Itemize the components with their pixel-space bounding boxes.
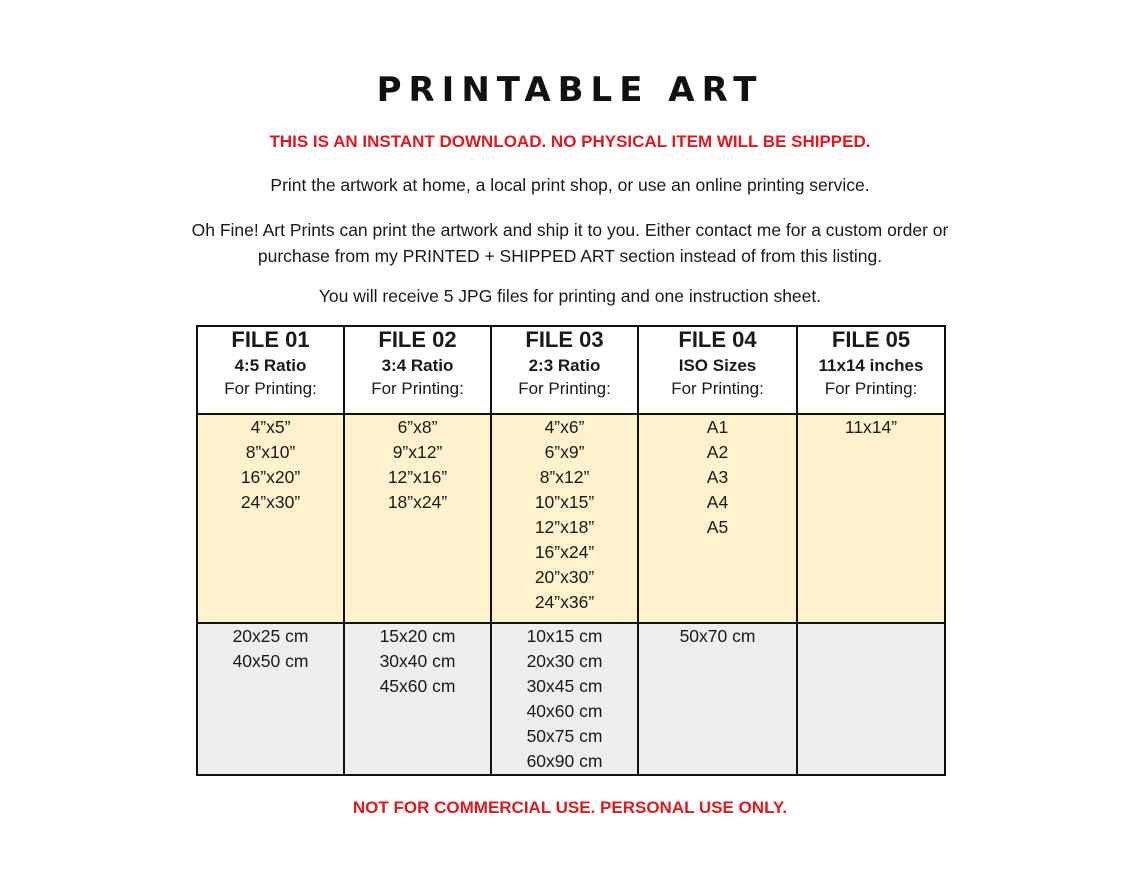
file-name: FILE 04: [678, 327, 757, 352]
size-item: 20x30 cm: [526, 651, 603, 671]
size-item: 40x50 cm: [232, 651, 309, 671]
inch-sizes-row: [197, 414, 945, 623]
print-options-text: Print the artwork at home, a local print shop, or use an online printing service.: [270, 175, 870, 195]
file-ratio: ISO Sizes: [678, 356, 757, 375]
personal-use-notice: NOT FOR COMMERCIAL USE. PERSONAL USE ONLY.: [352, 798, 788, 817]
file-name: FILE 03: [525, 327, 604, 352]
size-item: 8”x10”: [245, 442, 296, 462]
size-item: 11x14”: [844, 417, 898, 437]
cm-sizes-row: [197, 623, 945, 775]
size-item: A3: [706, 467, 729, 487]
file-sizes-table: [196, 325, 946, 776]
file-name: FILE 01: [231, 327, 310, 352]
size-item: 16”x24”: [534, 542, 595, 562]
cm-sizes-cell: [638, 623, 797, 775]
size-item: 10x15 cm: [526, 626, 603, 646]
inch-sizes-cell: [197, 414, 344, 623]
file-header-cell: [197, 326, 344, 414]
size-item: 10”x15”: [534, 492, 595, 512]
size-item: 45x60 cm: [379, 676, 456, 696]
file-name: FILE 05: [831, 327, 911, 352]
size-item: 24”x30”: [240, 492, 301, 512]
file-header-cell: [344, 326, 491, 414]
size-item: 8”x12”: [539, 467, 590, 487]
shipping-info-line-1: Oh Fine! Art Prints can print the artwork and ship it to you. Either contact me for a custom order or: [191, 220, 949, 240]
for-printing-label: For Printing:: [371, 379, 464, 398]
files-received-text: You will receive 5 JPG files for printing and one instruction sheet.: [318, 286, 822, 306]
page-title: PRINTABLE ART: [376, 70, 764, 110]
cm-sizes-cell: [797, 623, 945, 775]
cm-sizes-cell: [491, 623, 638, 775]
size-item: 6”x9”: [544, 442, 585, 462]
inch-sizes-cell: [344, 414, 491, 623]
size-item: 6”x8”: [397, 417, 438, 437]
size-item: 12”x18”: [534, 517, 595, 537]
size-item: 15x20 cm: [379, 626, 456, 646]
size-item: 12”x16”: [387, 467, 448, 487]
cm-sizes-cell: [197, 623, 344, 775]
size-item: 60x90 cm: [526, 751, 603, 771]
size-item: A1: [706, 417, 729, 437]
shipping-info-text: [0, 217, 1140, 269]
file-header-row: [197, 326, 945, 414]
size-item: 16”x20”: [240, 467, 301, 487]
file-name: FILE 02: [378, 327, 457, 352]
file-ratio: 2:3 Ratio: [528, 356, 601, 375]
size-item: 50x75 cm: [526, 726, 603, 746]
file-header-cell: [797, 326, 945, 414]
size-item: 30x45 cm: [526, 676, 603, 696]
for-printing-label: For Printing:: [224, 379, 317, 398]
size-item: 4”x6”: [544, 417, 585, 437]
size-item: 9”x12”: [392, 442, 443, 462]
file-ratio: 4:5 Ratio: [234, 356, 307, 375]
file-header-cell: [491, 326, 638, 414]
inch-sizes-cell: [797, 414, 945, 623]
size-item: 24”x36”: [534, 592, 595, 612]
size-item: A5: [706, 517, 729, 537]
for-printing-label: For Printing:: [671, 379, 764, 398]
size-item: 30x40 cm: [379, 651, 456, 671]
size-item: A4: [706, 492, 729, 512]
size-item: 20”x30”: [534, 567, 595, 587]
cm-sizes-cell: [344, 623, 491, 775]
for-printing-label: For Printing:: [518, 379, 611, 398]
size-item: 18”x24”: [387, 492, 448, 512]
shipping-info-line-2: purchase from my PRINTED + SHIPPED ART section instead of from this listing.: [257, 246, 883, 266]
for-printing-label: For Printing:: [824, 379, 918, 398]
size-item: 4”x5”: [250, 417, 291, 437]
size-item: 40x60 cm: [526, 701, 603, 721]
inch-sizes-cell: [491, 414, 638, 623]
size-item: 50x70 cm: [679, 626, 756, 646]
file-ratio: 3:4 Ratio: [381, 356, 454, 375]
file-ratio: 11x14 inches: [818, 356, 924, 375]
size-item: A2: [706, 442, 729, 462]
size-item: 20x25 cm: [232, 626, 309, 646]
inch-sizes-cell: [638, 414, 797, 623]
instant-download-notice: THIS IS AN INSTANT DOWNLOAD. NO PHYSICAL ITEM WILL BE SHIPPED.: [269, 132, 871, 151]
file-header-cell: [638, 326, 797, 414]
